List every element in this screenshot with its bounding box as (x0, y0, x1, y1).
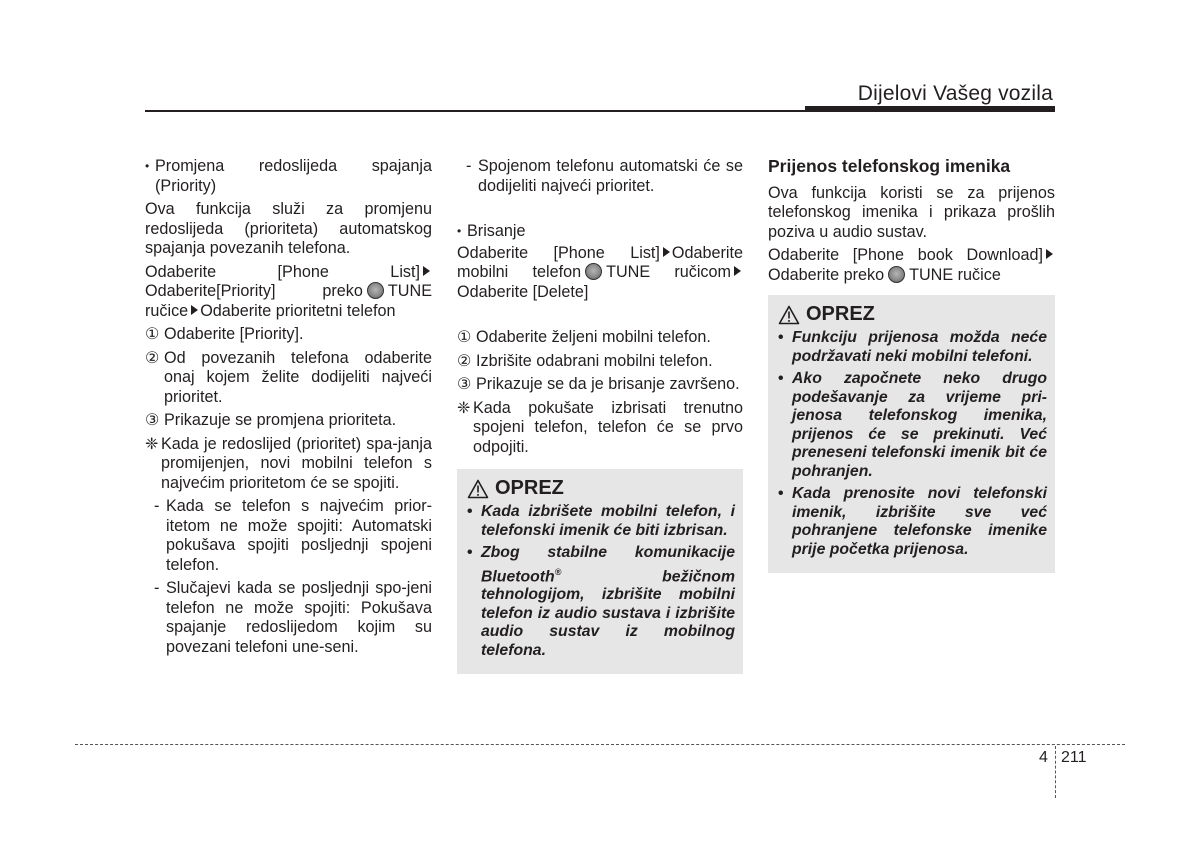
step-2: ② Od povezanih telefona odaberite onaj kojem želite dodijeliti najveći prioritet. (145, 348, 432, 406)
caution-item-1: • Funkciju prijenosa možda neće podržavati neki mobilni telefoni. (778, 329, 1047, 365)
note-item: ❈ Kada pokušate izbrisati trenutno spojeni telefon, telefon će se prvo odpojiti. (457, 398, 743, 456)
tune-knob-icon (367, 282, 384, 299)
step-3: ③ Prikazuje se promjena prioriteta. (145, 411, 397, 429)
header-rule-accent (805, 106, 1055, 112)
column-left (145, 157, 432, 657)
footer-divider (1055, 746, 1056, 798)
caution-item-2: • Zbog stabilne komunikacije Bluetooth® bežičnom tehnologijom, izbrišite mobilni telefon iz audio sustava i izbrišite audio sustav iz mobilnog telefona. (467, 544, 735, 659)
section-title: Prijenos telefonskog imenika (768, 156, 1011, 176)
bullet-title: Brisanje (467, 222, 526, 240)
instruction-path: Odaberite [Phone List] Odaberite mobilni telefon TUNE ručicom Odaberite [Delete] (457, 243, 743, 301)
header-rule (145, 110, 805, 112)
instruction-path: Odaberite [Phone List] Odaberite[Priority] preko TUNE ručice Odaberite prioritetni telefon (145, 262, 432, 320)
tune-knob-icon (585, 263, 602, 280)
column-right (768, 157, 1055, 573)
arrow-right-icon (734, 266, 741, 276)
bullet-item (145, 157, 432, 196)
step-3: ③ Prikazuje se da je brisanje završeno. (457, 375, 740, 393)
caution-item-3: • Kada prenosite novi telefonski imenik, izbrišite sve već pohranjene telefonske imenike prije početka prijenosa. (778, 485, 1047, 558)
bullet-marker: • (457, 224, 462, 238)
caution-title: OPREZ (806, 303, 875, 326)
caution-box (457, 469, 743, 674)
caution-header (467, 479, 735, 499)
caution-box (768, 295, 1055, 573)
caution-item-2: • Ako započnete neko drugo podešavanje za vrijeme pri-jenosa telefonskog imenika, prijenos će se prekinuti. Već preneseni telefonski imenik bit će pohranjen. (778, 370, 1047, 480)
caution-item-1: • Kada izbrišete mobilni telefon, i telefonski imenik će biti izbrisan. (467, 503, 735, 539)
tune-knob-icon (888, 266, 905, 283)
header-title: Dijelovi Vašeg vozila (857, 82, 1053, 105)
arrow-right-icon (1046, 249, 1053, 259)
warning-triangle-icon (467, 479, 489, 499)
bullet-title: Promjena redoslijeda spajanja (Priority) (155, 157, 432, 195)
step-1: ① Odaberite [Priority]. (145, 325, 304, 343)
column-middle (457, 157, 743, 674)
note-item: ❈ Kada je redoslijed (prioritet) spa-janja promijenjen, novi mobilni telefon s najvećim prioritetom će se spojiti. (145, 434, 432, 492)
intro-paragraph: Ova funkcija koristi se za prijenos telefonskog imenika i prikaza prošlih poziva u audio sustav. (768, 183, 1055, 241)
dash-item-2: - Slučajevi kada se posljednji spo-jeni telefon ne može spojiti: Pokušava spajanje redoslijedom kojim su povezani telefoni une-seni. (154, 579, 432, 656)
dash-item-top: - Spojenom telefonu automatski će se dodijeliti najveći prioritet. (466, 157, 743, 195)
page-number: 211 (1061, 749, 1087, 766)
instruction-path: Odaberite [Phone book Download] Odaberite preko TUNE ručice (768, 246, 1055, 285)
step-2: ② Izbrišite odabrani mobilni telefon. (457, 351, 713, 370)
arrow-right-icon (191, 305, 198, 315)
chapter-number: 4 (1039, 749, 1048, 766)
step-1: ① Odaberite željeni mobilni telefon. (457, 328, 711, 346)
caution-title: OPREZ (495, 477, 564, 500)
arrow-right-icon (423, 266, 430, 276)
note-icon: ❈ (457, 398, 471, 417)
dash-item-1: - Kada se telefon s najvećim prior-itetom ne može spojiti: Automatski pokušava spojiti posljednji spojeni telefon. (154, 497, 432, 574)
bullet-marker: • (145, 159, 150, 173)
arrow-right-icon (663, 247, 670, 257)
intro-paragraph: Ova funkcija služi za promjenu redoslijeda (prioriteta) automatskog spajanja povezanih telefona. (145, 200, 432, 257)
note-icon: ❈ (145, 434, 159, 453)
warning-triangle-icon (778, 305, 800, 325)
bullet-item (457, 222, 743, 242)
footer-rule (75, 744, 1125, 745)
caution-header (778, 305, 1047, 325)
